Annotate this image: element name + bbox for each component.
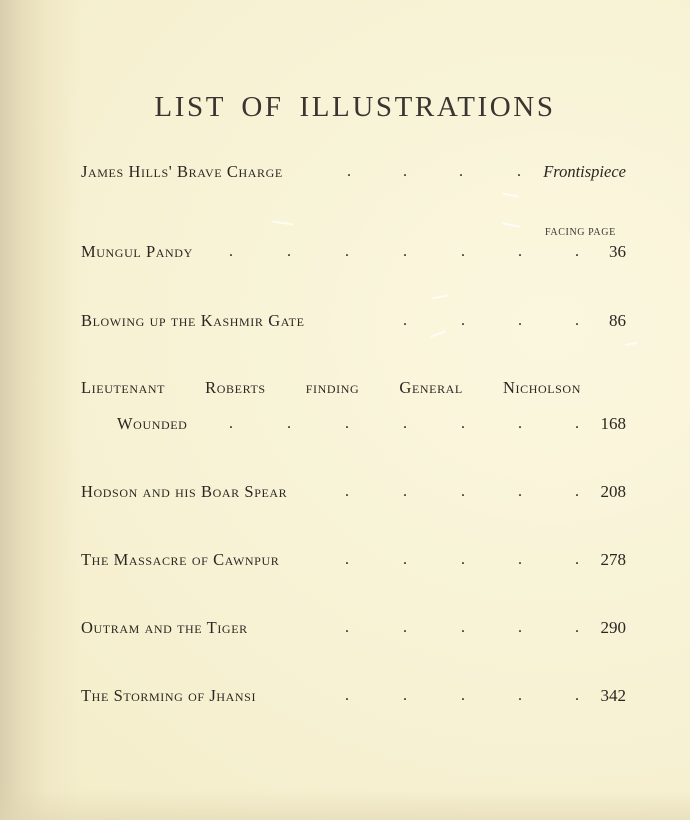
leader-dot: . xyxy=(461,243,465,260)
leader-dot: . xyxy=(461,483,465,500)
page-number: Frontispiece xyxy=(543,162,626,181)
leader-dot: . xyxy=(518,415,522,432)
leader-dot: . xyxy=(518,551,522,568)
leader-dot: . xyxy=(403,687,407,704)
paper-mark xyxy=(432,295,448,300)
leader-dot: . xyxy=(461,312,465,329)
leader-dot: . xyxy=(229,243,233,260)
page-number: 168 xyxy=(600,414,626,433)
illustration-entry xyxy=(81,548,626,572)
leader-dot: . xyxy=(347,163,351,180)
illustration-entry xyxy=(81,309,626,333)
leader-dot: . xyxy=(459,163,463,180)
leader-dot: . xyxy=(518,483,522,500)
page-number: 342 xyxy=(600,686,626,705)
title-word: General xyxy=(399,378,463,397)
leader-dot: . xyxy=(403,312,407,329)
page-title: LIST OF ILLUSTRATIONS xyxy=(154,91,556,124)
paper-mark xyxy=(502,193,518,198)
illustration-title: Hodson and his Boar Spear xyxy=(81,482,288,501)
page-number: 208 xyxy=(600,482,626,501)
leader-dot: . xyxy=(403,483,407,500)
leader-dot: . xyxy=(403,415,407,432)
leader-dot: . xyxy=(345,243,349,260)
leader-dot: . xyxy=(403,551,407,568)
title-word: Nicholson xyxy=(502,378,581,397)
leader-dot: . xyxy=(403,619,407,636)
paper-mark xyxy=(625,342,637,346)
leader-dot: . xyxy=(345,687,349,704)
leader-dot: . xyxy=(461,415,465,432)
title-word: Roberts xyxy=(205,378,266,397)
page-number: 86 xyxy=(609,311,626,330)
illustration-entry xyxy=(81,412,626,436)
leader-dot: . xyxy=(517,163,521,180)
leader-dot: . xyxy=(345,483,349,500)
leader-dot: . xyxy=(518,312,522,329)
page-number: 278 xyxy=(600,550,626,569)
page-number: 290 xyxy=(600,618,626,637)
leader-dot: . xyxy=(461,619,465,636)
illustration-title: Outram and the Tiger xyxy=(81,618,248,637)
illustration-entry xyxy=(81,160,626,184)
title-word: Lieutenant xyxy=(81,378,166,397)
illustration-entry xyxy=(81,616,626,640)
leader-dot: . xyxy=(345,551,349,568)
illustration-title: James Hills' Brave Charge xyxy=(81,162,283,181)
leader-dot: . xyxy=(575,243,579,260)
paper-mark xyxy=(272,220,294,225)
leader-dot: . xyxy=(287,415,291,432)
leader-dot: . xyxy=(575,483,579,500)
leader-dot: . xyxy=(229,415,233,432)
leader-dot: . xyxy=(518,619,522,636)
illustration-title: The Storming of Jhansi xyxy=(81,686,257,705)
illustration-title-line2: Wounded xyxy=(117,414,188,433)
leader-dot: . xyxy=(403,243,407,260)
illustration-title: Blowing up the Kashmir Gate xyxy=(81,311,305,330)
leader-dot: . xyxy=(575,687,579,704)
leader-dot: . xyxy=(518,243,522,260)
illustration-entry xyxy=(81,684,626,708)
leader-dot: . xyxy=(345,415,349,432)
leader-dot: . xyxy=(575,312,579,329)
illustration-entry xyxy=(81,480,626,504)
title-word: finding xyxy=(305,378,360,397)
leader-dot: . xyxy=(287,243,291,260)
illustration-title: Mungul Pandy xyxy=(81,242,193,261)
leader-dot: . xyxy=(518,687,522,704)
page-edge-shadow xyxy=(0,790,690,820)
illustration-title: The Massacre of Cawnpur xyxy=(81,550,280,569)
illustration-title-line1 xyxy=(81,376,581,400)
leader-dot: . xyxy=(461,551,465,568)
leader-dot: . xyxy=(575,415,579,432)
leader-dot: . xyxy=(575,551,579,568)
leader-dot: . xyxy=(345,619,349,636)
leader-dot: . xyxy=(403,163,407,180)
paper-mark xyxy=(502,222,520,228)
leader-dot: . xyxy=(461,687,465,704)
facing-page-header: FACING PAGE xyxy=(545,227,616,238)
illustration-entry xyxy=(81,240,626,264)
leader-dot: . xyxy=(575,619,579,636)
page-number: 36 xyxy=(609,242,626,261)
